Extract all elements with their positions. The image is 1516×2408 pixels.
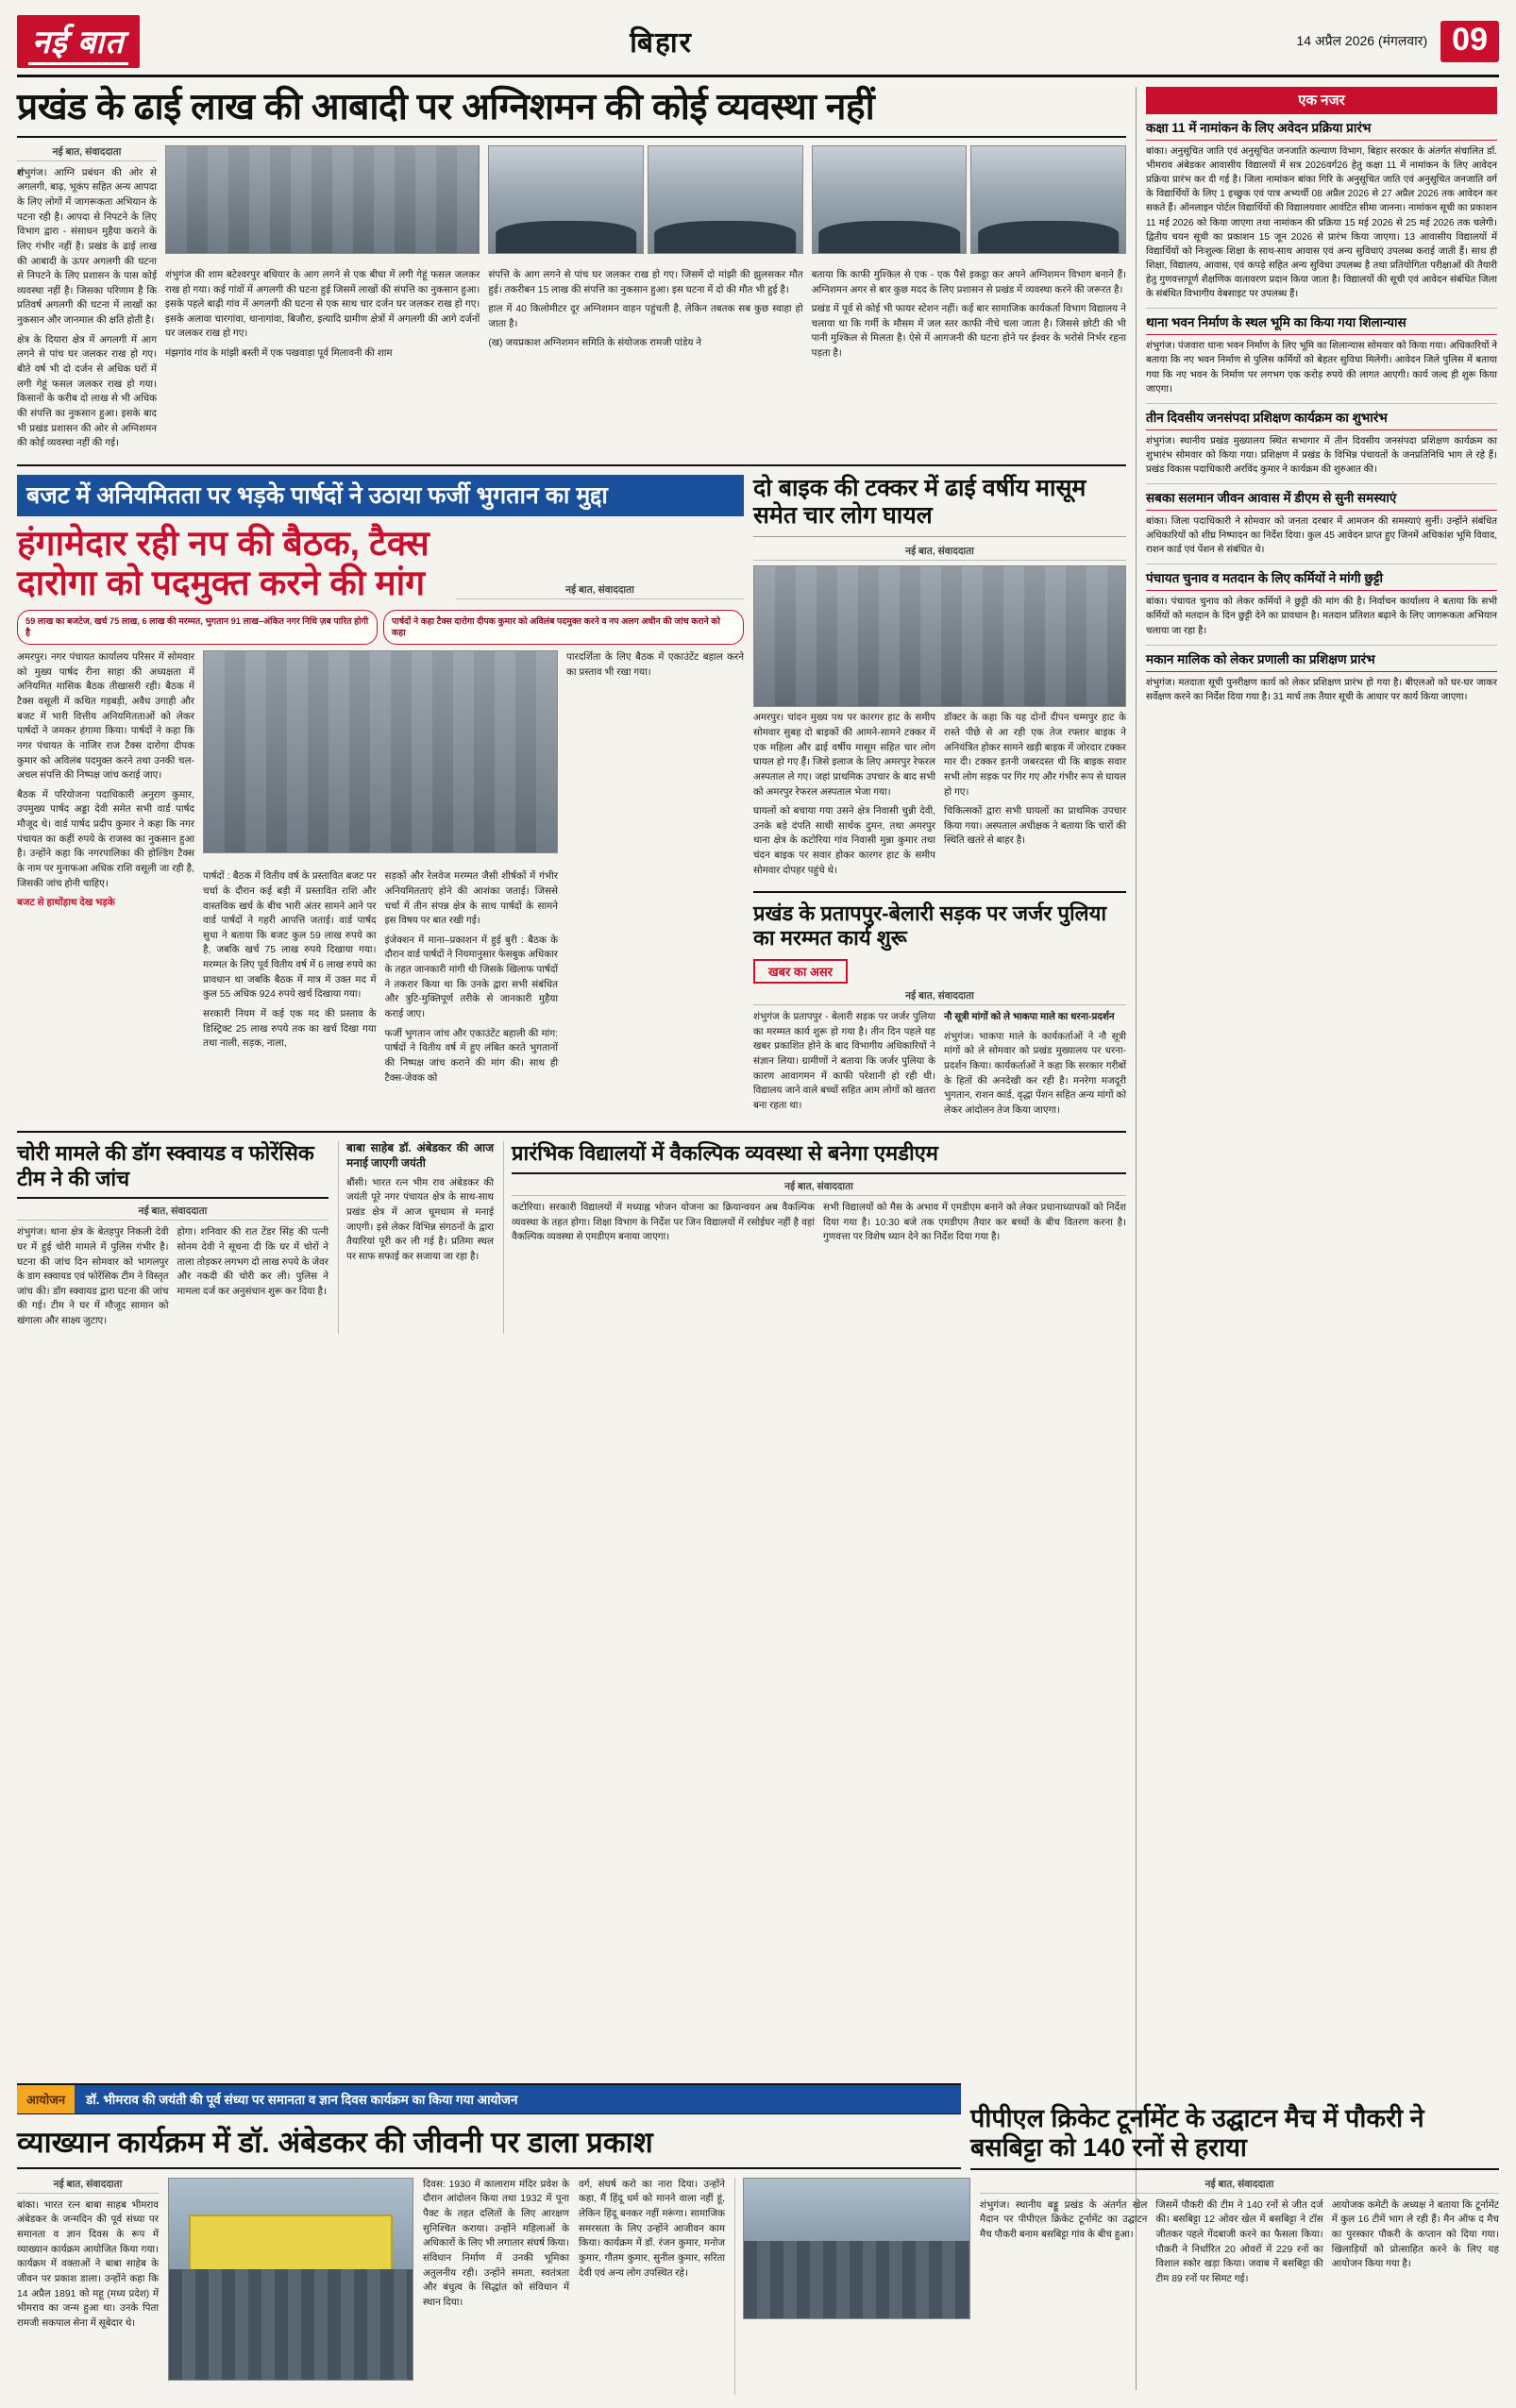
sidebar-header: एक नजर (1146, 87, 1497, 114)
budget-story (17, 475, 744, 1123)
budget-p1: अमरपुर। नगर पंचायत कार्यालय परिसर में सोमवार को मुख्य पार्षद रीना साहा की अध्यक्षता में अनियमित मासिक बैठक तीखासरी रही। बैठक में टैक्स वसूली में कथित गड़बड़ी, अवैध उगाही और बजट में भारी वित्तीय अनियमितताओं को लेकर पार्षदों ने जमकर हंगामा किया। पार्षदों ने कहा कि नगर पंचायत के नाजिर राज टैक्स दारोगा दीपक कुमार को अविलंब पदमुक्त करने तथा उनकी चल-अचल संपत्ति की निष्पक्ष जांच कराई जाए। (17, 652, 194, 782)
budget-kicker: बजट में अनियमितता पर भड़के पार्षदों ने उठाया फर्जी भुगतान का मुद्दा (17, 475, 744, 516)
rail-item-text: शंभुगंज। पंजवारा थाना भवन निर्माण के लिए भूमि का शिलान्यास सोमवार को किया गया। अधिकारियों ने बताया कि नए भवन निर्माण से पुलिस कर्मियों को बेहतर सुविधा मिलेगी। आवेदन जिले पुलिस में बताया गया कि नए भवन के निर्माण पर लगभग एक करोड़ रुपये की लागत आएगी। कार्य जल्द ही शुरू किया जाएगा। (1146, 341, 1497, 395)
ambedkar-note-text: बौंसी। भारत रत्न भीम राव अंबेडकर की जयंती पूरे नगर पंचायत क्षेत्र के साथ-साथ प्रखंड क्षेत्र में आज धूमधाम से मनाई जाएगी। इसे लेकर विभिन्न संगठनों के द्वारा तैयारियां पूरी कर ली गई है। प्रतिमा स्थल पर साफ सफाई कर सजाया जा रहा है। (346, 1177, 494, 1262)
bottom-banners (17, 2076, 1499, 2170)
bike-p1: अमरपुर। चांदन मुख्य पथ पर कारगर हाट के समीप सोमवार सुबह दो बाइकों की आमने-सामने टक्कर में एक महिला और ढाई वर्षीय मासूम सहित चार लोग घायल हो गए हैं। जिसे इलाज के लिए अमरपुर रेफरल अस्पताल ले गए। जहां प्राथमिक उपचार के बाद सभी को अमरपुर रेफरल अस्पताल भेजा गया। (753, 713, 935, 798)
rail-item-title: सबका सलमान जीवन आवास में डीएम से सुनी समस्याएं (1146, 491, 1497, 511)
lead-col-2 (165, 145, 480, 456)
page-number: 09 (1440, 21, 1499, 62)
photo-cricket-team (743, 2178, 970, 2319)
bike-headline: दो बाइक की टक्कर में ढाई वर्षीय मासूम समेत चार लोग घायल (753, 474, 1086, 529)
rail-item-title: थाना भवन निर्माण के स्थल भूमि का किया गया शिलान्यास (1146, 315, 1497, 335)
lecture-p3: वर्ग, संघर्ष करो का नारा दिया। उन्होंने कहा, मैं हिंदू धर्म को मानने वाला नहीं हूं, लेकिन हिंदू बनकर नहीं मरूंगा। सामाजिक समरसता के लिए उन्होंने आजीवन काम किया। कार्यक्रम में डॉ. रंजन कुमार, मनोज कुमार, गौतम कुमार, सुनील कुमार, सरिता देवी एवं अन्य लोग उपस्थित रहे। (579, 2179, 725, 2279)
budget-p8: पारदर्शिता के लिए बैठक में एकाउंटेंट बहाल करने का प्रस्ताव भी रखा गया। (566, 652, 744, 678)
lead-p7: (ख) जयप्रकाश अग्निशमन समिति के संयोजक रामजी पांडेय ने (488, 338, 701, 349)
budget-subhead: बजट से हाथोंहाथ देख भड़के (17, 898, 115, 909)
pratappur-byline: नई बात, संवाददाता (753, 989, 1126, 1005)
cricket-p3: आयोजक कमेटी के अध्यक्ष ने बताया कि टूर्नामेंट में कुल 16 टीमें भाग ले रही हैं। मैन ऑफ द मैच का पुरस्कार पौकरी के कप्तान को दिया गया। खिलाड़ियों को प्रोत्साहित करने के लिए यह आयोजन किया गया है। (1331, 2199, 1499, 2270)
lead-col-1 (17, 145, 157, 456)
newspaper-logo: नई बात (17, 15, 140, 68)
pratappur-p1: शंभुगंज के प्रतापपुर - बेलारी सड़क पर जर्जर पुलिया का मरम्मत कार्य शुरू हो गया है। तीन दिन पहले यह खबर प्रकाशित होने के बाद विभागीय अधिकारियों ने संज्ञान लिया। ग्रामीणों ने बताया कि जर्जर पुलिया के कारण आवागमन में काफी परेशानी हो रही थी। विद्यालय जाने वाले बच्चों सहित आम लोगों को खतरा बना रहता था। (753, 1011, 935, 1111)
event-banner-text: डॉ. भीमराव की जयंती की पूर्व संध्या पर समानता व ज्ञान दिवस कार्यक्रम का किया गया आयोजन (75, 2085, 961, 2113)
chori-headline: चोरी मामले की डॉग स्क्वायड व फोरेंसिक टीम ने की जांच (17, 1141, 328, 1199)
budget-col-1 (17, 650, 194, 1090)
publication-date: 14 अप्रैल 2026 (मंगलवार) (1296, 33, 1428, 48)
lead-p4: मंझगांव गांव के मांझी बस्ती में एक पखवाड़ा पूर्व मिलावनी की शाम (165, 348, 393, 360)
rail-item (1146, 315, 1497, 396)
rail-item-title: कक्षा 11 में नामांकन के लिए अवेदन प्रक्रिया प्रारंभ (1146, 121, 1497, 141)
photo-person-3 (812, 145, 968, 254)
bottom-stories (17, 2178, 1499, 2395)
photo-caption-meeting (203, 853, 558, 867)
ambedkar-note-title: बाबा साहेब डॉ. अंबेडकर की आज मनाई जाएगी जयंती (346, 1141, 494, 1170)
budget-infobox-1: 59 लाख का बजटेज, खर्च 75 लाख, 6 लाख की मरम्मत, भुगतान 91 लाख–अंकित नगर निधि ज़ब पारित होगी है (17, 610, 378, 645)
rail-item-text: शंभुगंज। स्थानीय प्रखंड मुख्यालय स्थित सभागार में तीन दिवसीय जनसंपदा प्रशिक्षण कार्यक्रम का शुभारंभ सोमवार को किया गया। प्रशिक्षण में प्रखंड के विभिन्न पंचायतों के जनप्रतिनिधि भाग ले रहे हैं। प्रखंड विकास पदाधिकारी अरविंद कुमार ने कार्यक्रम की शुरुआत की। (1146, 435, 1497, 476)
lecture-p2: दिवस: 1930 में कालाराम मंदिर प्रवेश के दौरान आंदोलन किया तथा 1932 में पूना पैक्ट के तहत दलितों के लिए आरक्षण सुनिश्चित कराया। उन्होंने महिलाओं के अधिकारों के लिए भी लगातार संघर्ष किया। संविधान निर्माण में उनकी भूमिका अतुलनीय रही। उन्होंने समता, स्वतंत्रता और बंधुत्व के सिद्धांत को संविधान में स्थान दिया। (423, 2179, 569, 2308)
cricket-p2: जिसमें पौकरी की टीम ने 140 रनों से जीत दर्ज की। बसबिट्टा 12 ओवर खेल में बसबिट्टा ने टॉस जीतकर पहले गेंदबाजी करने का फैसला किया। पौकरी ने निर्धारित 20 ओवरों में 229 रनों का विशाल स्कोर खड़ा किया। जवाब में बसबिट्टा की टीम 89 रनों पर सिमट गई। (1155, 2199, 1323, 2284)
bike-p3: डॉक्टर के कहा कि यह दोनों दीपन चम्मपुर हाट के रास्ते पीछे से आ रही एक तेज रफ्तार बाइक ने अनियंत्रित होकर सामने खड़ी बाइक में जोरदार टक्कर मार दी। टक्कर इतनी जबरदस्त थी कि बाइक सवार सभी लोग सड़क पर गिर गए और गंभीर रूप से घायल हो गए। (944, 713, 1126, 798)
photo-hospital (753, 565, 1126, 707)
cricket-p1: शंभुगंज। स्थानीय बड्डू प्रखंड के अंतर्गत खेल मैदान पर पीपीएल क्रिकेट टूर्नामेंट का उद्घाटन मैच पौकरी बनाम बसबिट्टा गांव के बीच हुआ। (980, 2199, 1148, 2241)
rail-item-title: पंचायत चुनाव व मतदान के लिए कर्मियों ने मांगी छुट्टी (1146, 571, 1497, 591)
mdm-byline: नई बात, संवाददाता (512, 1180, 1126, 1196)
budget-headline: हंगामेदार रही नप की बैठक, टैक्स दारोगा को पदमुक्त करने की मांग (17, 523, 430, 603)
photo-meeting-hall (203, 650, 558, 853)
budget-infobox-2: पार्षदों ने कहा टैक्स दारोगा दीपक कुमार को अविलंब पदमुक्त करने व नप अलग अधीन की जांच कराने को कहा (383, 610, 744, 645)
rail-item-text: बांका। जिला पदाधिकारी ने सोमवार को जनता दरबार में आमजन की समस्याएं सुनीं। उन्होंने संबंधित अधिकारियों को शीघ्र निष्पादन का निर्देश दिया। कुल 45 आवेदन प्राप्त हुए जिनमें अधिकांश भूमि विवाद, राशन कार्ड एवं पेंशन से संबंधित थे। (1146, 516, 1497, 556)
chori-byline: नई बात, संवाददाता (17, 1204, 328, 1221)
chori-p1: शंभुगंज। थाना क्षेत्र के बेतहपुर निकली देवी घर में हुई चोरी मामले में पुलिस गंभीर है। घटना की जांच दिन सोमवार को भागलपुर के डाग स्क्वायड एवं फोरेंसिक टीम ने विस्तृत जांच की। डॉग स्क्वायड द्वारा घटना की जांच की गई। टीम ने घर में मौजूद सामान को खंगाला और साक्ष्य जुटाए। (17, 1227, 169, 1327)
bike-byline: नई बात, संवाददाता (753, 545, 1126, 561)
lecture-photo (168, 2178, 413, 2395)
bike-p2: घायलों को बचाया गया उसने क्षेत्र निवासी चुन्नी देवी, उनके बड़े दंपति साथी सार्थक दुमन, तथा अमरपुर थाना क्षेत्र के कटोरिया गांव निवासी मुन्ना कुमार तथा चंदन बाइक पर सवार होकर कारगर हाट के समीप सोमवार दोपहर पहुंचे थे। (753, 806, 935, 876)
rail-item-title: तीन दिवसीय जनसंपदा प्रशिक्षण कार्यक्रम का शुभारंभ (1146, 411, 1497, 430)
lead-p2: क्षेत्र के दियारा क्षेत्र में अगलगी में आग लगने से पांच घर जलकर राख हो गए। बीते वर्ष भी दो दर्जन से अधिक घरों में लगी गेहूं फसल जलकर राख हो गया। किसानों के करीब दो लाख से भी अधिक की संपत्ति का नुकसान हुआ। इसके बाद भी प्रखंड प्रशासन की ओर से अग्निशमन की कोई व्यवस्था नहीं की गई। (17, 334, 157, 449)
budget-byline: नई बात, संवाददाता (456, 583, 744, 599)
budget-columns (17, 650, 744, 1090)
lead-col-4 (812, 145, 1126, 456)
lecture-headline: व्याख्यान कार्यक्रम में डॉ. अंबेडकर की जीवनी पर डाला प्रकाश (17, 2122, 961, 2169)
bike-story (753, 475, 1126, 1123)
mdm-headline: प्रारंभिक विद्यालयों में वैकल्पिक व्यवस्था से बनेगा एमडीएम (512, 1141, 1126, 1173)
cricket-photo (734, 2178, 970, 2395)
rail-item (1146, 491, 1497, 557)
budget-photo-col (203, 650, 558, 1090)
lead-p8: बताया कि काफी मुश्किल से एक - एक पैसे इकट्ठा कर अपने अग्निशमन विभाग बनाने हैं। अग्निशमन अगर से बार कुछ मदद के लिए प्रशासन से प्रखंड में व्यवस्था करने की जरूरत है। (811, 269, 1126, 295)
chori-story (17, 1141, 328, 1333)
edition-name: बिहार (630, 27, 693, 59)
maale-p1: शंभुगंज। भाकपा माले के कार्यकर्ताओं ने नौ सूत्री मांगों को ले सोमवार को प्रखंड मुख्यालय पर धरना-प्रदर्शन किया। कार्यकर्ताओं ने कहा कि सरकार गरीबों के हितों की अनदेखी कर रही है। मनरेगा मजदूरी भुगतान, राशन कार्ड, वृद्धा पेंशन सहित अन्य मांगों को लेकर आंदोलन तेज किया जाएगा। (944, 1031, 1126, 1116)
rail-item (1146, 571, 1497, 637)
lecture-col-2 (423, 2178, 569, 2395)
cricket-byline: नई बात, संवाददाता (980, 2178, 1499, 2194)
lead-p5: संपत्ति के आग लगने से पांच घर जलकर राख हो गए। जिसमें दो मांझी की झुलसकर मौत हुई। तकरीबन 15 लाख की संपत्ति का नुकसान हुआ। इस घटना में दो की मौत भी हुई है। (488, 269, 803, 295)
rail-item-text: बांका। पंचायत चुनाव को लेकर कर्मियों ने छुट्टी की मांग की है। निर्वाचन कार्यालय ने बताया कि सभी कर्मियों को मतदान के दिन छुट्टी देने का प्रावधान है। मतदान प्रतिशत बढ़ाने के लिए जागरूकता अभियान चलाया जा रहा है। (1146, 597, 1497, 636)
lead-byline: नई बात, संवाददाता (17, 145, 157, 161)
lead-p9: प्रखंड में पूर्व से कोई भी फायर स्टेशन नहीं। कई बार सामाजिक कार्यकर्ता विभाग विद्यालय ने चलाया था कि गर्मी के मौसम में जल स्तर काफी नीचे चला जाता है। जिससे छोटी की भी पानी मुश्किल से मिलता है। ऐसे में आगजनी की घटना होने पर ईश्वर के भरोसे निर्भर रहना पड़ता है। (811, 304, 1126, 360)
photo-caption-cricket (743, 2319, 970, 2333)
rail-item (1146, 411, 1497, 477)
lead-headline: प्रखंड के ढाई लाख की आबादी पर अग्निशमन की कोई व्यवस्था नहीं (17, 87, 1126, 138)
third-row (17, 1141, 1126, 1333)
event-banner (17, 2083, 961, 2114)
budget-col-4 (566, 650, 744, 1090)
budget-infostrip (17, 610, 744, 645)
lead-p3: शंभुगंज की शाम बटेश्वरपुर बधियार के आग लगने से एक बीघा में लगी गेहूं फसल जलकर राख हो गया। कई गांवों में अगलगी की घटना हुई जिसमें लाखों की संपत्ति का नुकसान हुआ। इसके पहले बाढ़ी गांव में अगलगी की घटना से एक साथ चार दर्जन घर जलकर राख हो गए। इसके अलावा चारगांवा, थानागांवा, बिजौरा, इत्यादि ग्रामीण क्षेत्रों में अगलगी की आगे दर्जनों घर जलकर राख हो गए। (165, 269, 480, 340)
photo-person-2 (648, 145, 803, 254)
event-tag: आयोजन (17, 2085, 75, 2113)
masthead (17, 13, 1499, 77)
photo-person-1 (488, 145, 644, 254)
maale-subhead: नौ सूत्री मांगों को ले भाकपा माले का धरना-प्रदर्शन (944, 1011, 1115, 1022)
lead-p6: हाल में 40 किलोमीटर दूर अग्निशमन वाहन पहुंचती है, लेकिन तबतक सब कुछ स्वाहा हो जाता है। (488, 304, 803, 329)
bike-p4: चिकित्सकों द्वारा सभी घायलों का प्राथमिक उपचार किया गया। अस्पताल अधीक्षक ने बताया कि चारों की स्थिति खतरे से बाहर है। (944, 806, 1126, 847)
photo-caption-3 (812, 254, 1126, 268)
photo-caption-2 (488, 254, 802, 268)
rail-item (1146, 652, 1497, 704)
budget-p3: पार्षदों : बैठक में वितीय वर्ष के प्रस्तावित बजट पर चर्चा के दौरान कई बड़ी में प्रस्तावित राशि और वास्तविक खर्च के बीच भारी अंतर सामने आने पर वार्ड पार्षदों ने गहरी आपत्ति जताई। वार्ड पार्षद सुधा ने बताया कि बजट कुल 59 लाख रुपये का है, जबकि खर्च 75 लाख रुपये दिखाया गया। मरम्मत के लिए पूर्व वितीय वर्ष में 6 लाख रुपये का प्रावधान था जबकि बैठक में मात्र में उक्त मद में कुल 55 अधिक 924 रुपये खर्च दिखाया गया। (203, 871, 377, 1001)
budget-p5: सड़कों और रेलवेज मरम्मत जैसी शीर्षकों में गंभीर अनियमितताएं होने की आशंका जताई। जिससे चर्चा में तीन संपन्न क्षेत्र के साथ पार्षदों के सामने इस विषय पर बात रखी गई। (384, 871, 558, 927)
budget-p4: सरकारी नियम में कई एक मद की प्रस्ताव के डिस्ट्रिक्ट 25 लाख रुपये तक का खर्च दिखा गया तथा नाली, सड़क, नाला, (203, 1009, 377, 1050)
rail-item-text: बांका। अनुसूचित जाति एवं अनुसूचित जनजाति कल्याण विभाग, बिहार सरकार के अंतर्गत संचालित डॉ. भीमराव अंबेडकर आवासीय विद्यालयों में सत्र 2026वर्ग26 हेतु कक्षा 11 में नामांकन के लिए आवेदन प्रक्रिया प्रारंभ कर दी गई है। जिला नामांकन बांका गिरि के अनुसूचित जाति एवं अनुसूचित जनजाति वर्ग के विद्यार्थियों के लिए 1 इच्छुक एवं पात्र अभ्यर्थी 08 अप्रैल 2026 से 27 अप्रैल 2026 तक आवेदन कर सकते हैं। ऑनलाइन पोर्टल विद्यार्थियों की विद्यालयवार आवंटित सीमा जानना। नामांकन सूची का प्रकाशन 11 मई 2026 को किया जाएगा तथा नामांकन की प्रक्रिया 15 मई 2026 से 25 मई 2026 तक चलेगी। द्वितीय चयन सूची का प्रकाशन 15 जून 2026 से प्रारंभ किया जाएगा। 13 आवासीय विद्यालयों में विद्यार्थियों को निःशुल्क शिक्षा के साथ-साथ आवास एवं अन्य सुविधाएं उपलब्ध कराई जाती हैं। साथ ही शिक्षा, विद्यालय, आवास, एवं कपड़े सहित अन्य सुविधा उपलब्ध है तथा प्रतियोगिता परीक्षाओं की तैयारी हेतु गुणवत्तापूर्ण शैक्षणिक वातावरण प्रदान किया जाता है। विद्यालयों की सूची एवं आवेदन संबंधित जिला के संबंधित विभागीय वेबसाइट पर उपलब्ध हैं। (1146, 145, 1497, 300)
page-body (17, 87, 1499, 2390)
main-content (17, 87, 1126, 2390)
budget-p6: इंजेक्शन में माना–प्रकाशन में हुई बुरी : बैठक के दौरान वार्ड पार्षदों ने नियमानुसार फेसबुक अधिकार के तहत जानकारी मांगी थी जिसके खिलाफ पार्षदों ने तकरार किया था कि उनके द्वारा सभी संबंधित और त्रुटि-मुक्तिपूर्ण तरीके से जानकारी मुहैया कराई जाए। (384, 935, 558, 1020)
sidebar-ek-nazar (1136, 87, 1497, 2390)
budget-p2: बैठक में परियोजना पदाधिकारी अनुराग कुमार, उपमुख्य पार्षद अड्डा देवी समेत सभी वार्ड पार्षद मौजूद थे। वार्ड पार्षद प्रदीप कुमार ने कहा कि नगर पंचायत का कहीं रुपये के राजस्व का नुकसान हुआ है। उन्होंने कहा कि नगरपालिका की होल्डिंग टैक्स के नाम पर मुनाफआ अधिक राशि वसूली जा रही है, जिसकी जांच होनी चाहिए। (17, 789, 194, 889)
pratappur-headline: प्रखंड के प्रतापपुर-बेलारी सड़क पर जर्जर पुलिया का मरम्मत कार्य शुरू (753, 901, 1107, 950)
cricket-headline: पीपीएल क्रिकेट टूर्नामेंट के उद्घाटन मैच में पौकरी ने बसबिट्टा को 140 रनों से हराया (970, 2104, 1499, 2170)
khabar-ka-asar-badge: खबर का असर (753, 959, 848, 984)
photo-lecture-event (168, 2178, 413, 2381)
bottom-section (17, 2076, 1499, 2395)
lecture-col-3 (579, 2178, 725, 2395)
photo-caption-1 (165, 254, 480, 268)
mdm-p1: कटोरिया। सरकारी विद्यालयों में मध्याह्न भोजन योजना का क्रियान्वयन अब वैकल्पिक व्यवस्था के तहत होगा। शिक्षा विभाग के निर्देश पर जिन विद्यालयों में रसोईघर नहीं है वहां वैकल्पिक व्यवस्था से एमडीएम बनाया जाएगा। (512, 1202, 815, 1243)
photo-person-4 (970, 145, 1126, 254)
lecture-byline: नई बात, संवाददाता (17, 2178, 159, 2194)
chori-p2: होगा। शनिवार की रात टेंडर सिंह की पत्नी सोनम देवी ने सूचना दी कि घर में चोरों ने ताला तोड़कर लगभग दो लाख रुपये के जेवर और नकदी की चोरी कर ली। पुलिस ने मामला दर्ज कर अनुसंधान शुरू कर दिया है। (177, 1227, 328, 1297)
lecture-p1: बांका। भारत रत्न बाबा साहब भीमराव अंबेडकर के जन्मदिन की पूर्व संध्या पर समानता व ज्ञान दिवस के रूप में व्याख्यान कार्यक्रम आयोजित किया गया। कार्यक्रम में वक्ताओं ने बाबा साहेब के जीवन पर प्रकाश डाला। उन्होंने कहा कि 14 अप्रैल 1891 को महू (मध्य प्रदेश) में भीमराव का जन्म हुआ था। उनके पिता रामजी सकपाल सेना में सूबेदार थे। (17, 2199, 159, 2329)
photo-caption-lecture (168, 2381, 413, 2395)
rail-item (1146, 121, 1497, 301)
rail-item-title: मकान मालिक को लेकर प्रणाली का प्रशिक्षण प्रारंभ (1146, 652, 1497, 672)
mdm-story (503, 1141, 1126, 1333)
lead-story (17, 145, 1126, 456)
ambedkar-note (338, 1141, 494, 1333)
second-block (17, 475, 1126, 1123)
photo-fire-station (165, 145, 480, 254)
lead-p1: शंभुगंज। आग्नि प्रबंधन की ओर से अगलगी, बाढ़, भूकंप सहित अन्य आपदा के लिए लोगों में जागरूकता अभियान के पटना रही है। आपदा से निपटने के लिए विभाग द्वारा - संसाधन मुहैया कराने के लिए गंभीर नहीं है। प्रखंड के ढाई लाख की आबादी के ऊपर अगलगी की घटना से निपटने के लिए प्रशासन के पास कोई व्यवस्था नहीं है। जिसका परिणाम है कि प्रतिवर्ष अगलगी की घटना में लाखों का नुकसान और जानमाल की क्षति होती है। (17, 167, 157, 327)
rail-item-text: शंभुगंज। मतदाता सूची पुनरीक्षण कार्य को लेकर प्रशिक्षण प्रारंभ हो गया है। बीएलओ को घर-घर जाकर सर्वेक्षण करने का निर्देश दिया गया है। 31 मार्च तक तैयार सूची के आधार पर कार्य किया जाएगा। (1146, 677, 1497, 702)
budget-p7: फर्जी भुगतान जांच और एकाउंटेंट बहाली की मांग: पार्षदों ने वितीय वर्ष में हुए लंबित करते भुगतानों की निष्पक्ष जांच कराने की मांग की। साथ ही टैक्स-जेवक को (384, 1028, 558, 1084)
mdm-p2: सभी विद्यालयों को मैस के अभाव में एमडीएम बनाने को लेकर प्रधानाध्यापकों को निर्देश दिया गया है। 10:30 बजे तक एमडीएम तैयार कर बच्चों के बीच वितरण करना है। गुणवत्ता पर विशेष ध्यान देने का निर्देश दिया गया है। (823, 1202, 1126, 1243)
cricket-text (980, 2178, 1499, 2395)
lead-col-3 (488, 145, 802, 456)
masthead-right (1296, 21, 1499, 62)
lecture-col-1 (17, 2178, 159, 2395)
